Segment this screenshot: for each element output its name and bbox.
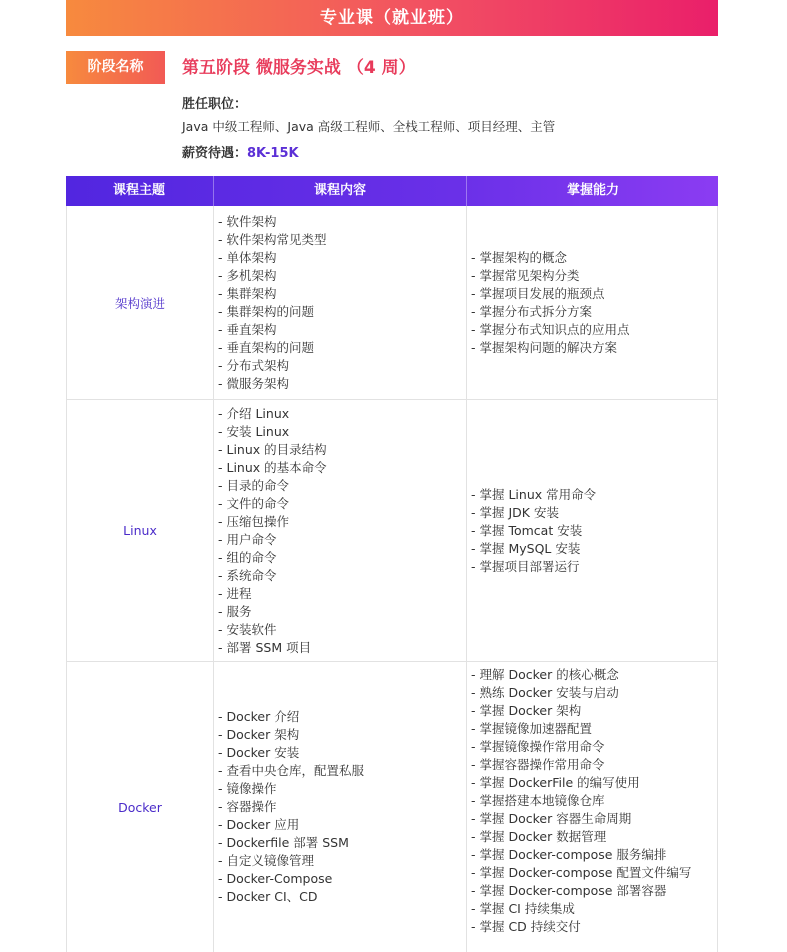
list-item: - 安装 Linux (218, 423, 290, 439)
list-item: - 掌握架构问题的解决方案 (471, 339, 617, 355)
list-item: - 掌握架构的概念 (471, 249, 567, 265)
list-item: - 掌握分布式知识点的应用点 (471, 321, 630, 337)
list-item: - 镜像操作 (218, 781, 277, 796)
stage-label: 阶段名称 (66, 51, 165, 84)
list-item: - 掌握镜像操作常用命令 (471, 739, 605, 754)
row-abilities (466, 400, 717, 661)
list-item: - 服务 (218, 603, 252, 619)
row-topic: Docker (118, 799, 162, 815)
position-value: Java 中级工程师、Java 高级工程师、全栈工程师、项目经理、主管 (182, 119, 556, 134)
list-item: - 掌握 Docker 容器生命周期 (471, 811, 632, 826)
list-item: - 掌握 MySQL 安装 (471, 540, 581, 556)
content-list (218, 213, 326, 393)
list-item: - 部署 SSM 项目 (218, 639, 312, 655)
list-item: - Docker 架构 (218, 727, 300, 742)
list-item: - 软件架构 (218, 213, 277, 229)
header-content: 课程内容 (213, 176, 466, 206)
list-item: - Linux 的基本命令 (218, 459, 327, 475)
table-row (66, 662, 718, 952)
row-content (213, 400, 466, 661)
list-item: - 掌握项目部署运行 (471, 558, 580, 574)
list-item: - 掌握容器操作常用命令 (471, 757, 605, 772)
salary-label: 薪资待遇： (182, 146, 248, 161)
list-item: - 集群架构 (218, 285, 277, 301)
list-item: - 分布式架构 (218, 357, 289, 373)
list-item: - 掌握 CD 持续交付 (471, 919, 581, 934)
list-item: - 文件的命令 (218, 495, 289, 511)
list-item: - 掌握 CI 持续集成 (471, 901, 575, 916)
list-item: - 掌握 Docker 数据管理 (471, 829, 607, 844)
list-item: - 掌握 DockerFile 的编写使用 (471, 775, 640, 790)
list-item: - 压缩包操作 (218, 513, 289, 529)
course-banner: 专业课（就业班） (66, 0, 718, 36)
list-item: - Dockerfile 部署 SSM (218, 835, 349, 850)
salary-line (182, 145, 299, 163)
position-label: 胜任职位： (182, 97, 248, 112)
list-item: - 垂直架构 (218, 321, 277, 337)
list-item: - 理解 Docker 的核心概念 (471, 667, 619, 682)
table-row (66, 400, 718, 662)
list-item: - 掌握镜像加速器配置 (471, 721, 592, 736)
list-item: - 查看中央仓库，配置私服 (218, 763, 364, 778)
list-item: - Docker 应用 (218, 817, 300, 832)
list-item: - 多机架构 (218, 267, 277, 283)
row-content (213, 662, 466, 952)
list-item: - 自定义镜像管理 (218, 853, 314, 868)
row-topic: Linux (123, 523, 157, 538)
table-row (66, 206, 718, 400)
list-item: - Docker 介绍 (218, 709, 300, 724)
header-topic: 课程主题 (112, 183, 165, 198)
abilities-list (471, 486, 596, 576)
list-item: - 容器操作 (218, 799, 277, 814)
content-list (218, 708, 364, 906)
list-item: - 集群架构的问题 (218, 303, 314, 319)
list-item: - Docker 安装 (218, 745, 300, 760)
list-item: - 组的命令 (218, 549, 277, 565)
list-item: - 掌握 JDK 安装 (471, 504, 559, 520)
list-item: - Docker-Compose (218, 871, 333, 886)
list-item: - 目录的命令 (218, 477, 289, 493)
header-abilities: 掌握能力 (466, 176, 719, 206)
list-item: - Linux 的目录结构 (218, 441, 327, 457)
list-item: - 软件架构常见类型 (218, 231, 327, 247)
list-item: - 掌握常见架构分类 (471, 267, 580, 283)
list-item: - 掌握分布式拆分方案 (471, 303, 592, 319)
row-abilities (466, 206, 717, 399)
list-item: - 安装软件 (218, 621, 277, 637)
row-topic: 架构演进 (114, 295, 165, 311)
list-item: - 掌握 Docker-compose 服务编排 (471, 847, 667, 862)
list-item: - 掌握 Docker-compose 部署容器 (471, 883, 667, 898)
abilities-list (471, 666, 691, 936)
stage-title: 第五阶段 微服务实战 （4 周） (182, 58, 416, 78)
row-content (213, 206, 466, 399)
content-list (218, 405, 327, 657)
list-item: - 介绍 Linux (218, 405, 290, 421)
list-item: - 垂直架构的问题 (218, 339, 314, 355)
table-header (66, 176, 718, 206)
salary-value: 8K-15K (247, 146, 299, 161)
list-item: - 掌握 Tomcat 安装 (471, 522, 583, 538)
list-item: - 微服务架构 (218, 375, 289, 391)
list-item: - 熟练 Docker 安装与启动 (471, 685, 619, 700)
list-item: - 掌握搭建本地镜像仓库 (471, 793, 605, 808)
row-abilities (466, 662, 717, 952)
list-item: - 掌握 Docker 架构 (471, 703, 582, 718)
list-item: - 用户命令 (218, 531, 277, 547)
list-item: - 掌握项目发展的瓶颈点 (471, 285, 605, 301)
list-item: - 单体架构 (218, 249, 277, 265)
list-item: - 进程 (218, 585, 252, 601)
list-item: - 系统命令 (218, 567, 277, 583)
list-item: - 掌握 Docker-compose 配置文件编写 (471, 865, 692, 880)
list-item: - 掌握 Linux 常用命令 (471, 486, 597, 502)
abilities-list (471, 249, 630, 357)
list-item: - Docker CI、CD (218, 889, 318, 904)
